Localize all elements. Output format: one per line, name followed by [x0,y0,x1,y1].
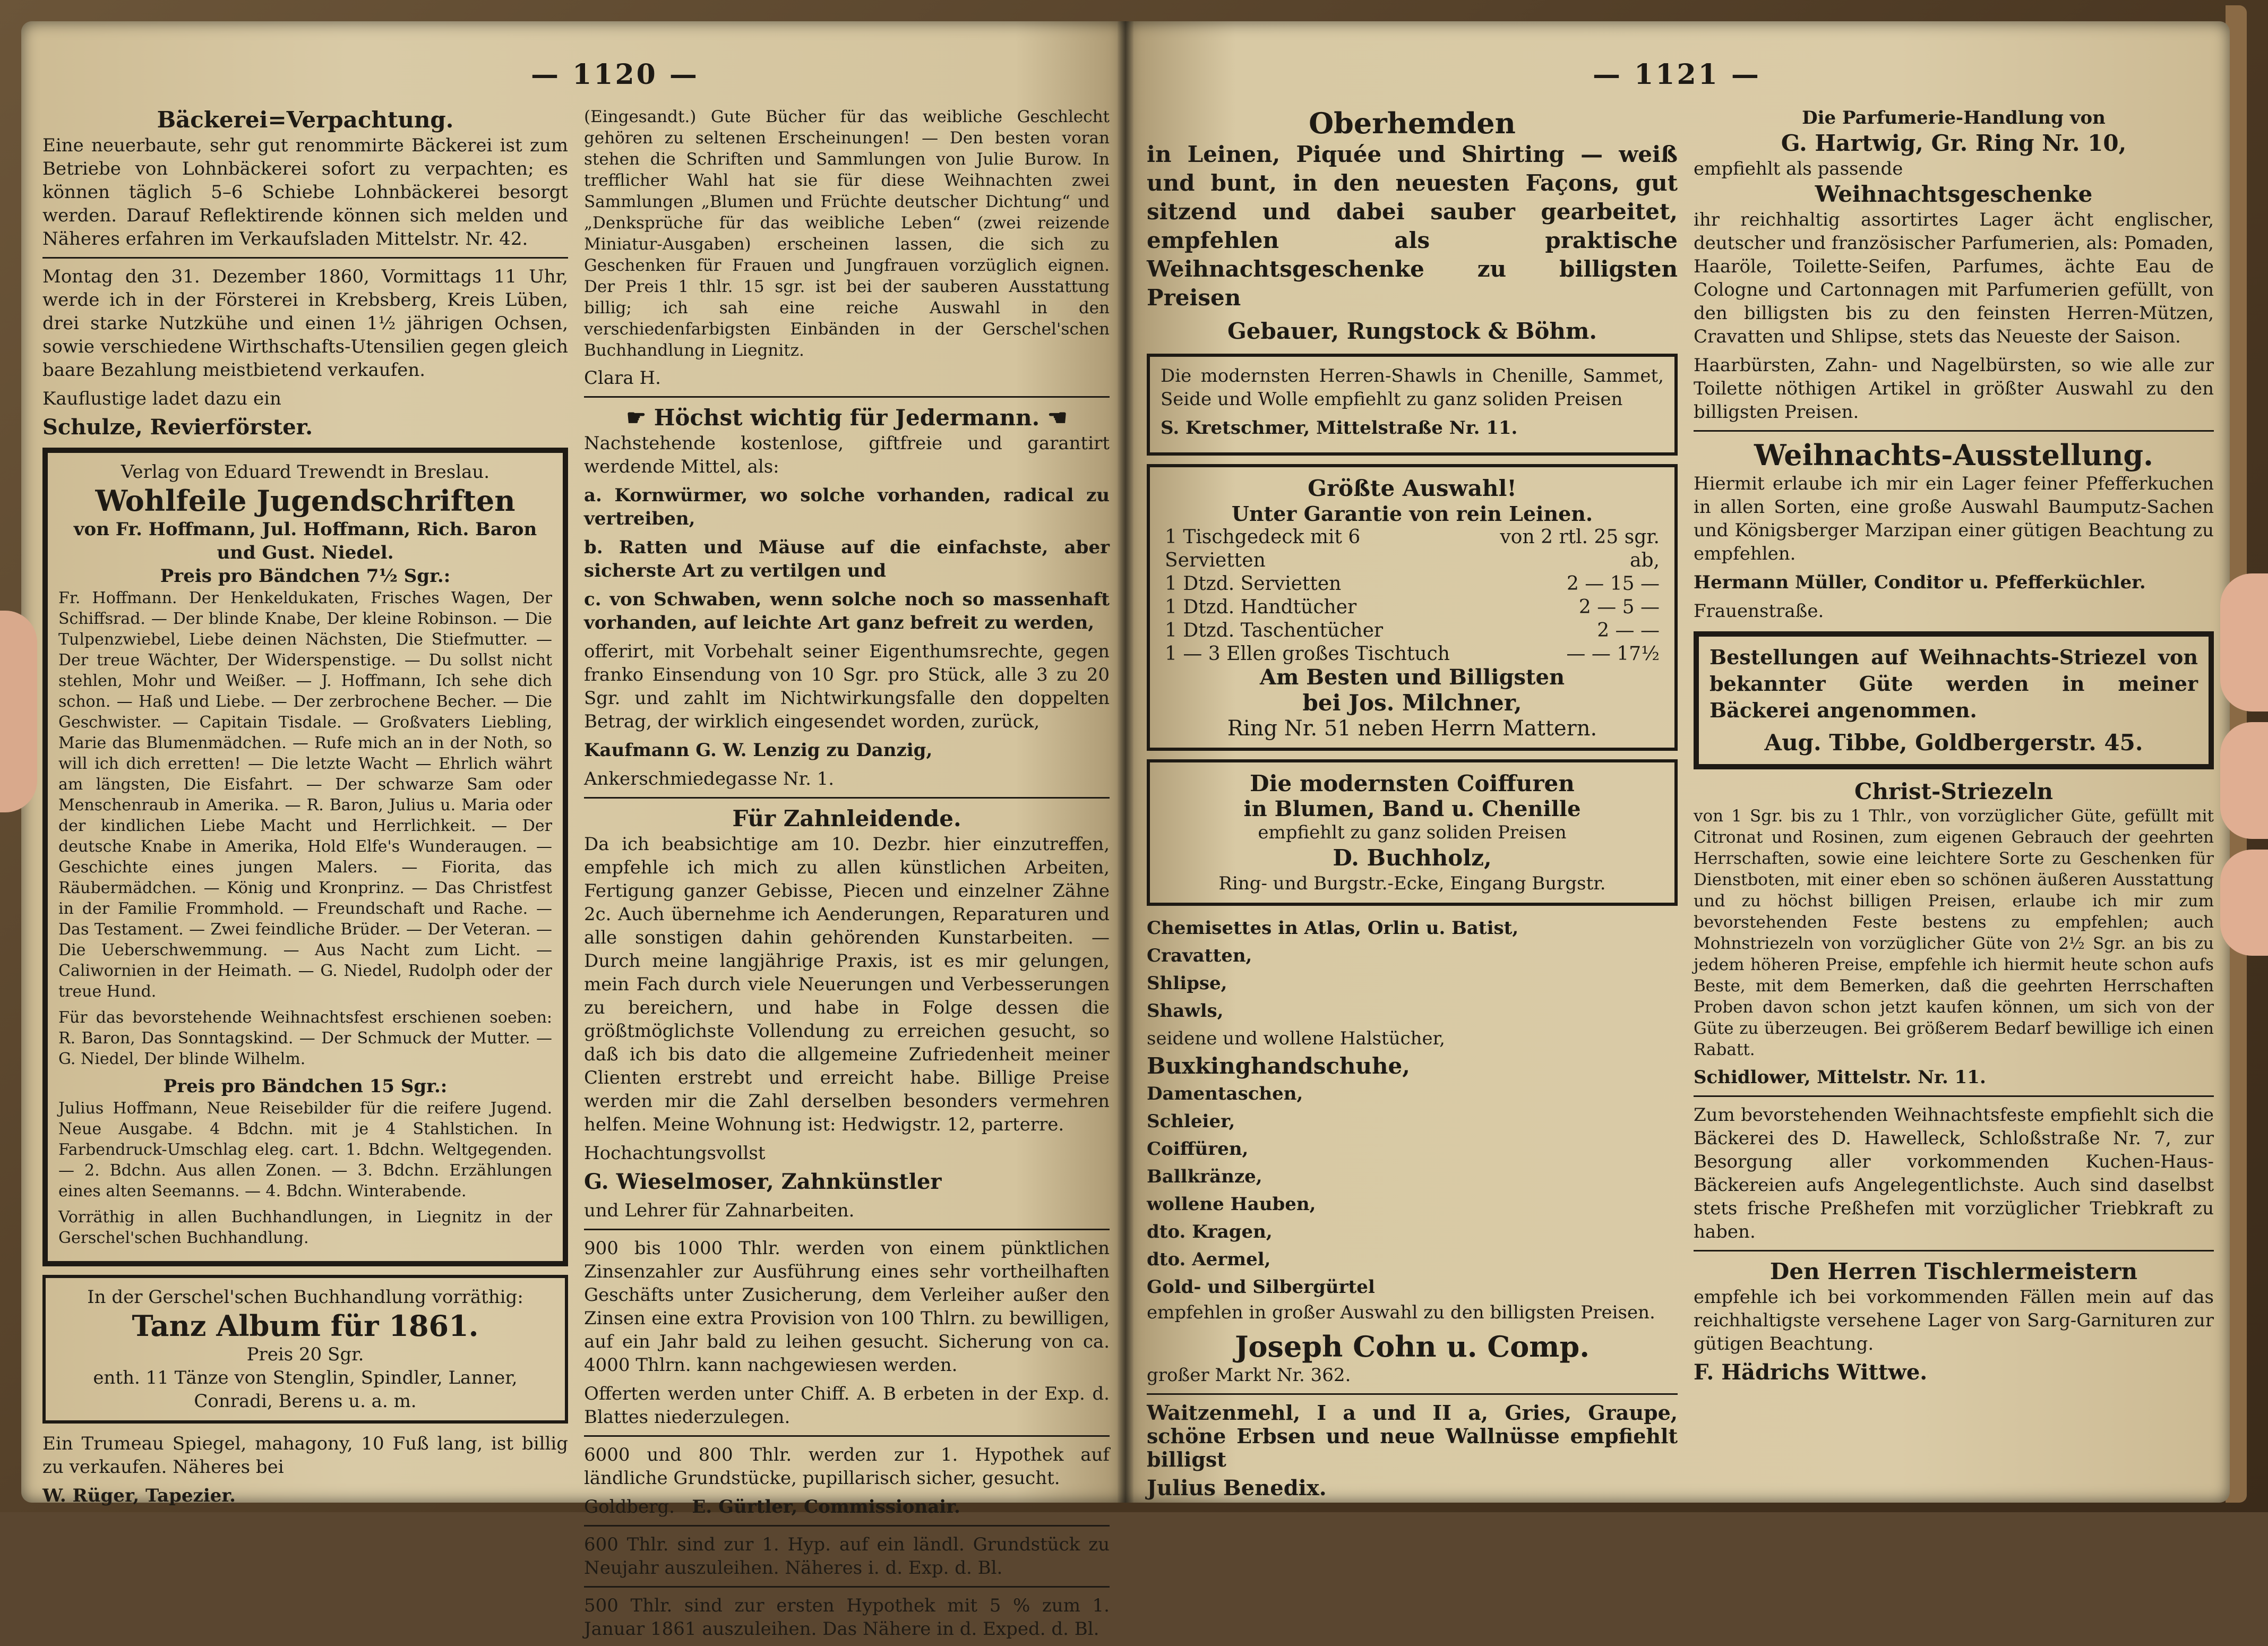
left-page [21,21,1126,1640]
tanz-intro: In der Gerschel'schen Buchhandlung vorräthig: [87,1287,523,1308]
divider [584,1525,1110,1527]
list-item: Chemisettes in Atlas, Orlin u. Batist, [1147,918,1519,939]
ad-cohn-list [1147,914,1678,1301]
ad-coiffuren [1147,759,1678,906]
list-item: dto. Aermel, [1147,1249,1271,1270]
ad-ausst-title: Weihnachts-Ausstellung. [1754,438,2153,472]
page-number-left: — 1120 — [531,58,699,91]
jugend-foot: Vorräthig in allen Buchhandlungen, in Liegnitz in der Gerschel'schen Buchhandlung. [58,1208,552,1247]
list-item: Coiffüren, [1147,1138,1249,1160]
ad-christ-title: Christ-Striezeln [1854,778,2054,804]
list-item: Schleier, [1147,1111,1235,1132]
ad-auction-sign1: Kauflustige ladet dazu ein [42,388,281,409]
wichtig-intro: Nachstehende kostenlose, giftfreie und garantirt werdende Mittel, als: [584,433,1110,477]
wichtig-addr: Ankerschmiedegasse Nr. 1. [584,768,835,790]
divider [584,1435,1110,1437]
thlr6000-place: Goldberg. [584,1496,675,1518]
ad-thlr900-text: 900 bis 1000 Thlr. werden von einem pünktlichen Zinsenzahler zur Ausführung eines sehr vortheilhaften Geschäfts unter Zusicherung, dem Verleiher außer den Zinsen eine extra Provision von 100 Thlrn. zu bewilligen, auf ein Jahr bald zu leihen gesucht. Sicherung von ca. 4000 Thlrn. kann nachgewiesen werden. [584,1238,1110,1376]
price-item: 1 Dtzd. Taschentücher [1165,620,1384,641]
list-item: seidene und wollene Halstücher, [1147,1028,1445,1049]
striezel-sign: Aug. Tibbe, Goldbergerstr. 45. [1764,730,2143,756]
cohn-sign: Joseph Cohn u. Comp. [1234,1330,1590,1364]
ad-auswahl [1147,464,1678,751]
thlr6000-sign: E. Gürtler, Commissionair. [692,1496,960,1518]
jugend-price2: Preis pro Bändchen 15 Sgr.: [163,1076,448,1097]
tanz-text: enth. 11 Tänze von Stenglin, Spindler, Lanner, Conradi, Berens u. a. m. [93,1367,518,1412]
zahn-greet: Hochachtungsvollst [584,1143,766,1164]
wichtig-a: a. Kornwürmer, wo solche vorhanden, radical zu vertreiben, [584,485,1110,529]
ad-buecher-text: (Eingesandt.) Gute Bücher für das weibliche Geschlecht gehören zu seltenen Erscheinungen! — Den besten voran stehen die Schriften und Sammlungen von Julie Burow. In trefflicher Wahl hat sie für diese Weihnachten zwei Sammlungen „Blumen und Früchte deutscher Dichtung“ und „Denksprüche für das weibliche Leben“ (zwei reizende Miniatur-Ausgaben) erscheinen lassen, die sich zu Geschenken für Frauen und Jungfrauen vorzüglich eignen. Der Preis 1 thlr. 15 sgr. ist bei der sauberen Ausstattung billig; ich sah eine reiche Auswahl in den verschiedenfarbigsten Einbänden in der Gerschel'schen Buchhandlung in Liegnitz. [584,107,1110,360]
table-row [1161,642,1664,666]
shawls-text: Die modernsten Herren-Shawls in Chenille, Sammet, Seide und Wolle empfiehlt zu ganz soliden Preisen [1161,365,1664,410]
ad-spiegel-sign: W. Rüger, Tapezier. [42,1485,236,1506]
price-value: von 2 rtl. 25 sgr. ab, [1500,526,1660,571]
list-item: Damentaschen, [1147,1083,1303,1104]
ad-buecher-sign: Clara H. [584,367,661,389]
ober-sign: Gebauer, Rungstock & Böhm. [1227,318,1597,344]
price-value: — — 17½ [1566,643,1660,665]
parf-name: G. Hartwig, Gr. Ring Nr. 10, [1781,130,2127,156]
ad-striezel-box [1694,631,2214,769]
tischler-sign: F. Hädrichs Wittwe. [1694,1360,1928,1385]
auswahl-addr: Ring Nr. 51 neben Herrn Mattern. [1227,716,1597,741]
auswahl-best: Am Besten und Billigsten [1259,665,1565,690]
auswahl-price-table [1161,526,1664,666]
table-row [1161,619,1664,642]
coif-title: Die modernsten Coiffuren [1250,770,1575,796]
shawls-sign: S. Kretschmer, Mittelstraße Nr. 11. [1161,417,1518,439]
ad-zahn-title: Für Zahnleidende. [732,805,961,831]
right-finger [2220,573,2268,711]
benedix-sign: Julius Benedix. [1147,1476,1327,1501]
coif-sub: in Blumen, Band u. Chenille [1243,796,1581,821]
tischler-text: empfehle ich bei vorkommenden Fällen mein auf das reichhaltigste versehene Lager von Sarg-Garnituren zur gütigen Beachtung. [1694,1287,2214,1354]
ad-jugendschriften [42,448,568,1266]
ad-tanz-album [42,1275,568,1424]
ad-parf-title: Die Parfumerie-Handlung von [1802,107,2106,128]
parf-sub: empfiehlt als passende [1694,158,1903,179]
divider [584,797,1110,799]
list-item: Ballkränze, [1147,1166,1262,1187]
wichtig-text: offerirt, mit Vorbehalt seiner Eigenthumsrechte, gegen franko Einsendung von 10 Sgr. pro Stück, alle 3 zu 20 Sgr. und zahlt im Nichtwirkungsfalle den doppelten Betrag, der wirklich eingesendet worden, zurück, [584,641,1110,732]
table-row [1161,572,1664,596]
divider [1694,430,2214,432]
jugend-price: Preis pro Bändchen 7½ Sgr.: [160,565,451,587]
wichtig-title-text: Höchst wichtig für Jedermann. [654,405,1040,431]
cohn-addr: großer Markt Nr. 362. [1147,1365,1351,1386]
price-item: 1 Tischgedeck mit 6 Servietten [1165,526,1361,571]
page-number-right: — 1121 — [1593,58,1761,91]
ad-thlr900-text2: Offerten werden unter Chiff. A. B erbeten in der Exp. d. Blattes niederzulegen. [584,1383,1110,1428]
ad-auction-text: Montag den 31. Dezember 1860, Vormittags 11 Uhr, werde ich in der Försterei in Krebsberg, Kreis Lüben, drei starke Nutzkühe und einen 1½ jährigen Ochsen, sowie verschiedene Wirthschafts-Utensilien gegen gleich baare Bezahlung meistbietend verkaufen. [42,266,568,381]
divider [584,1229,1110,1230]
striezel-text: Bestellungen auf Weihnachts-Striezel von bekannter Güte werden in meiner Bäckerei angenommen. [1709,645,2198,722]
right-column-1 [1147,106,1678,1505]
price-value: 2 — 15 — [1566,573,1660,595]
auswahl-sub: Unter Garantie von rein Leinen. [1231,502,1593,526]
left-thumb [0,611,37,812]
list-item: Cravatten, [1147,945,1252,966]
wichtig-sign: Kaufmann G. W. Lenzig zu Danzig, [584,740,933,761]
divider [1147,1393,1678,1395]
ausst-text: Hiermit erlaube ich mir ein Lager feiner Pfefferkuchen in allen Sorten, eine große Auswahl Baumputz-Sachen und Königsberger Marzipan einer gütigen Beachtung zu empfehlen. [1694,473,2214,564]
divider [584,396,1110,398]
ad-hawelleck-text: Zum bevorstehenden Weihnachtsfeste empfiehlt sich die Bäckerei des D. Hawelleck, Schloßstraße Nr. 7, zur Besorgung aller vorkommenden Kuchen-Haus-Bäckereien aufs Angelegentlichste. Auch sind daselbst stets frische Preßhefen mit vorzüglicher Triebkraft zu haben. [1694,1104,2214,1242]
ad-spiegel-text: Ein Trumeau Spiegel, mahagony, 10 Fuß lang, ist billig zu verkaufen. Näheres bei [42,1433,568,1478]
zahn-text: Da ich beabsichtige am 10. Dezbr. hier einzutreffen, empfehle ich mich zu allen künstlichen Arbeiten, Fertigung ganzer Gebisse, Piecen und einzelner Zähne 2c. Auch übernehme ich Aenderungen, Reparaturen und alle sonstigen dahin gehörenden Kunstarbeiten. — Durch meine langjährige Praxis, ist es mir gelungen, mein Fach durch viele Neuerungen und Verbesserungen zu bereichern, und habe in Folge dessen die größtmöglichste Vollendung zu erreichen gesucht, so daß ich bis dato die allgemeine Zufriedenheit meiner Clienten erstrebt und erreicht habe. Billige Preise werden mir die Zahl derselben besonders vermehren helfen. Meine Wohnung ist: Hedwigstr. 12, parterre. [584,834,1110,1135]
ad-tischler-title: Den Herren Tischlermeistern [1769,1258,2138,1284]
ad-benedix-text: Waitzenmehl, I a und II a, Gries, Graupe, schöne Erbsen und neue Wallnüsse empfiehlt billigst [1147,1401,1678,1471]
zahn-sign2: und Lehrer für Zahnarbeiten. [584,1200,855,1221]
list-item: Shlipse, [1147,973,1227,994]
right-column-2 [1694,106,2214,1390]
book-spine [1118,21,1133,1503]
price-value: 2 — 5 — [1578,596,1660,618]
ad-thlr500-text: 500 Thlr. sind zur ersten Hypothek mit 5 % zum 1. Januar 1861 auszuleihen. Das Nähere in d. Exped. d. Bl. [584,1595,1110,1640]
right-finger [2220,850,2268,956]
ad-ober-title: Oberhemden [1309,106,1516,140]
ad-thlr6000-line [584,1495,1110,1519]
right-page [1126,21,2230,1503]
christ-sign: Schidlower, Mittelstr. Nr. 11. [1694,1067,1986,1088]
ad-baeckerei-title: Bäckerei=Verpachtung. [157,107,454,133]
list-item: wollene Hauben, [1147,1194,1316,1215]
zahn-sign: G. Wieselmoser, Zahnkünstler [584,1169,942,1194]
tanz-price: Preis 20 Sgr. [246,1344,364,1365]
auswahl-bei: bei Jos. Milchner, [1302,690,1522,716]
price-item: 1 — 3 Ellen großes Tischtuch [1165,643,1450,665]
left-column-2 [584,106,1110,1646]
jugend-text: Fr. Hoffmann. Der Henkeldukaten, Frisches Wagen, Der Schiffsrad. — Der blinde Knabe, Der kleine Robinson. — Die Tulpenzwiebel, Liebe deinen Nächsten, Die Stiefmutter. — Der treue Wächter, Der Widerspenstige. — Du sollst nicht stehlen, Mohr und Weißer. — J. Hoffmann, Ich sehe dich schon. — Haß und Liebe. — Der zerbrochene Becher. — Die Geschwister. — Capitain Tisdale. — Großvaters Liebling, Marie das Blumenmädchen. — Rufe mich an in der Noth, so will ich dich erretten! — Die letzte Wacht — Ehrlich währt am längsten, Die Eisfahrt. — Der schwarze Sam oder Menschenraub in Amerika. — R. Baron, Julius u. Maria oder der kindlichen Liebe Macht und Herrlichkeit. — Der deutsche Knabe in Amerika, Hold Elfe's Wunderaugen. — Geschichte eines jungen Malers. — Fiorita, das Räubermädchen. — König und Kronprinz. — Das Christfest in der Familie Frommhold. — Freundschaft und Rache. — Das Testament. — Zwei feindliche Brüder. — Der Veteran. — Die Ueberschwemmung. — Aus Nacht zum Licht. — Caliwornien in der Heimath. — G. Niedel, Rudolph oder der treue Hund. [58,589,552,1001]
table-row [1161,526,1664,572]
price-item: 1 Dtzd. Servietten [1165,573,1342,595]
ausst-sign: Hermann Müller, Conditor u. Pfefferküchler. [1694,572,2146,593]
parf-text2: Haarbürsten, Zahn- und Nagelbürsten, so wie alle zur Toilette nöthigen Artikel in größter Auswahl zu den billigsten Preisen. [1694,355,2214,423]
ober-text: in Leinen, Piquée und Shirting — weiß und bunt, in den neuesten Façons, gut sitzend und dabei sauber gearbeitet, empfehlen als praktische Weihnachtsgeschenke zu billigsten Preisen [1147,141,1678,311]
ad-shawls [1147,354,1678,456]
list-item: dto. Kragen, [1147,1221,1273,1242]
price-value: 2 — — [1597,620,1660,641]
list-item: Gold- und Silbergürtel [1147,1276,1375,1298]
wichtig-b: b. Ratten und Mäuse auf die einfachste, aber sicherste Art zu vertilgen und [584,537,1110,581]
jugend-title: Wohlfeile Jugendschriften [95,484,516,518]
divider [584,1586,1110,1588]
christ-text: von 1 Sgr. bis zu 1 Thlr., von vorzüglicher Güte, gefüllt mit Citronat und Rosinen, zum eigenen Gebrauch der geehrten Herrschaften, sowie eine leichtere Sorte zu Geschenken für Dienstboten, mit einer eben so schönen äußeren Ausstattung und zu höchst billigen Preisen, erlaube ich mir zum bevorstehenden Feste bestens zu empfehlen; auch Mohnstriezeln von vorzüglicher Güte von 2½ Sgr. an bis zu jedem höheren Preise, empfehle ich hiermit heute schon aufs Beste, mit dem Bemerken, daß die geehrten Herrschaften Proben davon schon jetzt kaufen können, um sich von der Güte zu überzeugen. Bei größerem Bedarf bewillige ich einen Rabatt. [1694,807,2214,1059]
ad-wichtig-title [584,404,1110,432]
ad-thlr600-text: 600 Thlr. sind zur 1. Hyp. auf ein ländl. Grundstück zu Neujahr auszuleihen. Näheres i. d. Exp. d. Bl. [584,1534,1110,1579]
list-item: Shawls, [1147,1000,1224,1022]
pointing-hand-icon: ☛ [626,405,654,431]
right-finger [2220,722,2268,839]
list-item: Buxkinghandschuhe, [1147,1053,1410,1079]
price-item: 1 Dtzd. Handtücher [1165,596,1357,618]
jugend-publisher: Verlag von Eduard Trewendt in Breslau. [121,461,490,483]
coif-addr: Ring- und Burgstr.-Ecke, Eingang Burgstr. [1218,873,1606,894]
jugend-authors: von Fr. Hoffmann, Jul. Hoffmann, Rich. Baron und Gust. Niedel. [73,519,537,563]
ausst-addr: Frauenstraße. [1694,601,1824,622]
divider [42,257,568,259]
jugend-new: Für das bevorstehende Weihnachtsfest erschienen soeben: R. Baron, Das Sonntagskind. — Der Schmuck der Mutter. — G. Niedel, Der blinde Wilhelm. [58,1008,552,1068]
auswahl-title: Größte Auswahl! [1308,475,1517,501]
wichtig-c: c. von Schwaben, wenn solche noch so massenhaft vorhanden, auf leichte Art ganz befreit zu werden, [584,589,1110,633]
parf-gifts: Weihnachtsgeschenke [1815,181,2093,207]
tanz-title: Tanz Album für 1861. [132,1309,479,1343]
ad-thlr6000-text: 6000 und 800 Thlr. werden zur 1. Hypothek auf ländliche Grundstücke, pupillarisch sicher, gesucht. [584,1444,1110,1489]
coif-sign: D. Buchholz, [1333,845,1492,871]
pointing-hand-icon: ☚ [1040,405,1068,431]
coif-text: empfiehlt zu ganz soliden Preisen [1258,822,1567,843]
ad-auction-sign2: Schulze, Revierförster. [42,415,313,440]
jugend-new2: Julius Hoffmann, Neue Reisebilder für die reifere Jugend. Neue Ausgabe. 4 Bdchn. mit je 4 Stahlstichen. In Farbendruck-Umschlag eleg. cart. 1. Bdchn. Weltgegenden. — 2. Bdchn. Aus allen Zonen. — 3. Bdchn. Erzählungen eines alten Seemanns. — 4. Bdchn. Winterabende. [58,1099,552,1201]
table-row [1161,596,1664,619]
cohn-text: empfehlen in großer Auswahl zu den billigsten Preisen. [1147,1302,1655,1323]
left-column-1 [42,106,568,1513]
parf-text: ihr reichhaltig assortirtes Lager ächt englischer, deutscher und französischer Parfumerien, als: Pomaden, Haaröle, Toilette-Seifen, Parfumes, ächte Eau de Cologne und Cartonnagen mit Parfumerien gefüllt, von den billigsten bis zu den feinsten Herren-Mützen, Cravatten und Shlipse, stets das Neueste der Saison. [1694,209,2214,347]
divider [1694,1095,2214,1097]
ad-baeckerei-text: Eine neuerbaute, sehr gut renommirte Bäckerei ist zum Betriebe von Lohnbäckerei sofort zu verpachten; es können täglich 5–6 Schiebe Lohnbäckerei besorgt werden. Darauf Reflektirende können sich melden und Näheres erfahren im Verkaufsladen Mittelstr. Nr. 42. [42,135,568,250]
divider [1694,1250,2214,1251]
